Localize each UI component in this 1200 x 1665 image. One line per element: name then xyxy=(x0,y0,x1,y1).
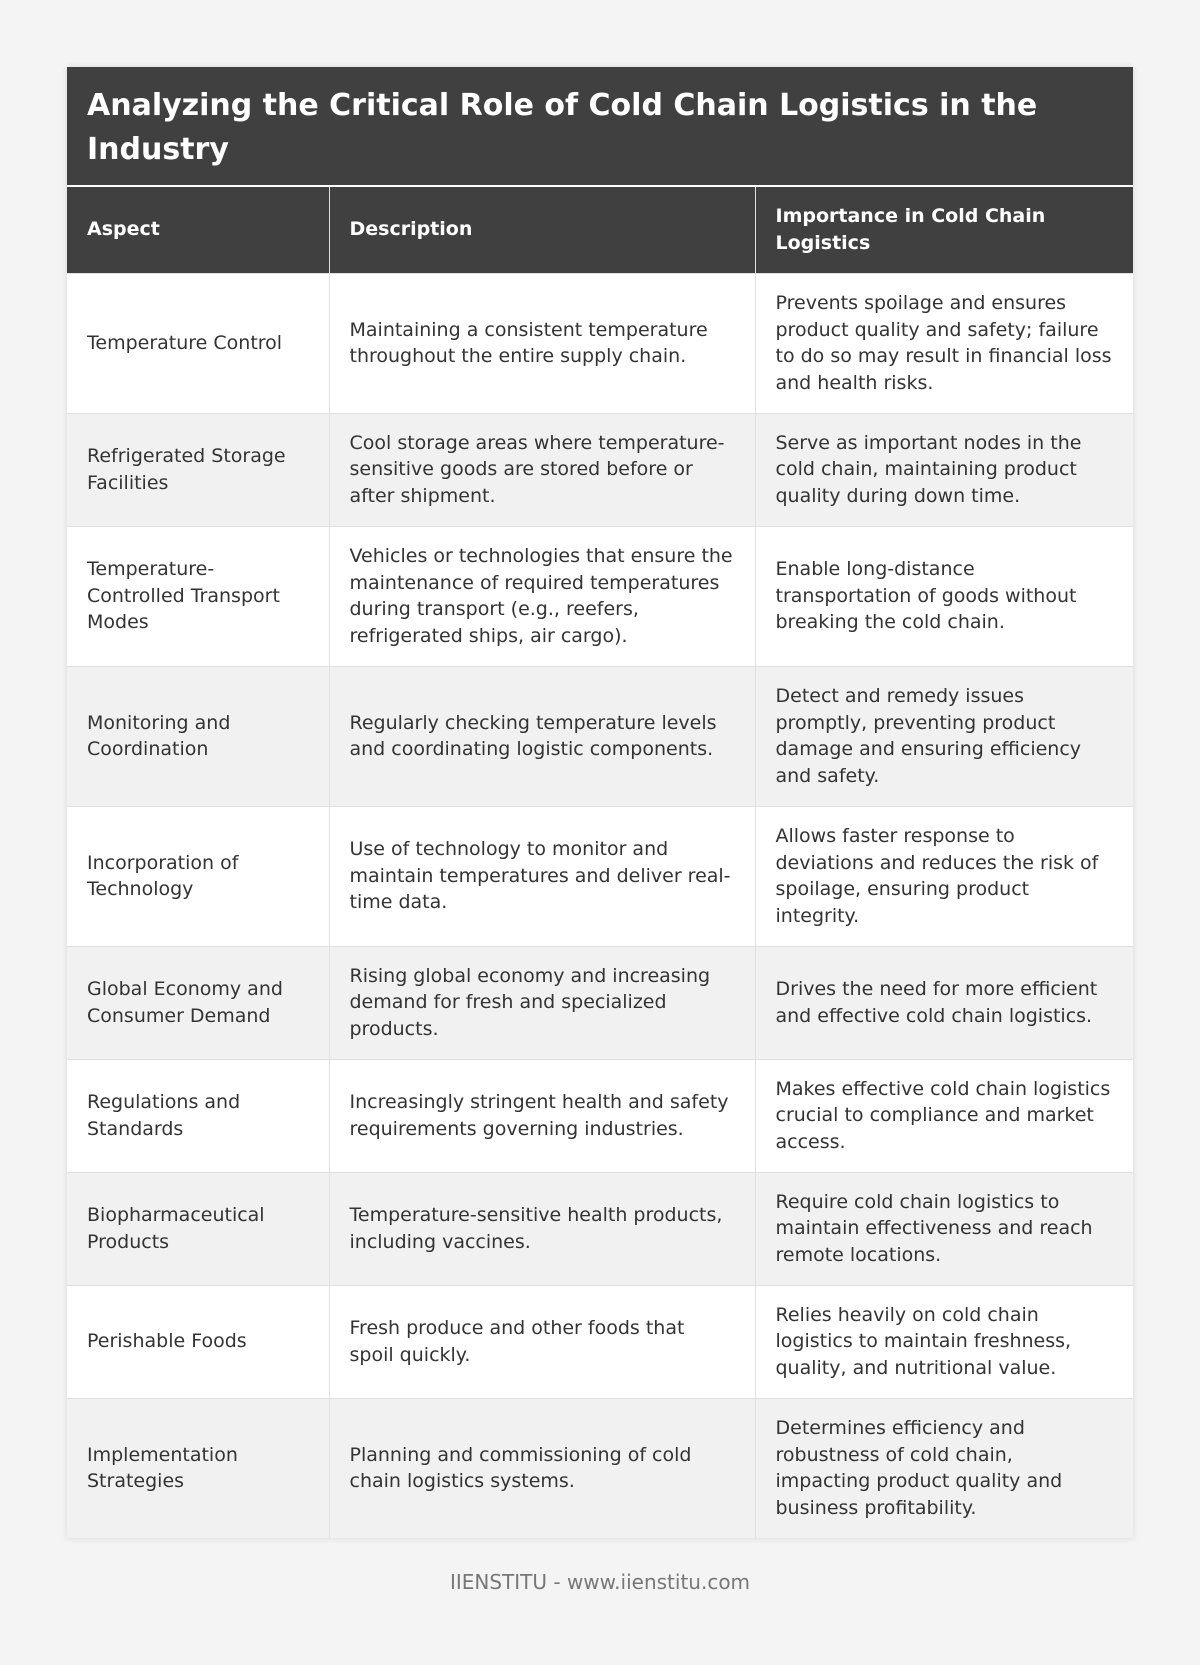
importance-cell: Makes effective cold chain logistics crucial to compliance and market access. xyxy=(755,1059,1133,1172)
column-header-aspect: Aspect xyxy=(67,187,329,273)
table-row xyxy=(67,1398,1133,1538)
description-cell: Maintaining a consistent temperature throughout the entire supply chain. xyxy=(329,273,755,413)
importance-cell: Allows faster response to deviations and reduces the risk of spoilage, ensuring product integrity. xyxy=(755,806,1133,946)
importance-cell: Serve as important nodes in the cold chain, maintaining product quality during down time. xyxy=(755,413,1133,526)
table-row xyxy=(67,526,1133,666)
aspect-cell: Refrigerated Storage Facilities xyxy=(67,413,329,526)
description-cell: Planning and commissioning of cold chain logistics systems. xyxy=(329,1398,755,1538)
table-row xyxy=(67,1059,1133,1172)
table-card xyxy=(67,67,1133,1538)
importance-cell: Prevents spoilage and ensures product quality and safety; failure to do so may result in financial loss and health risks. xyxy=(755,273,1133,413)
table-row xyxy=(67,946,1133,1059)
description-cell: Increasingly stringent health and safety requirements governing industries. xyxy=(329,1059,755,1172)
column-header-importance: Importance in Cold Chain Logistics xyxy=(755,187,1133,273)
footer-credit: IIENSTITU - www.iienstitu.com xyxy=(449,1570,751,1594)
importance-cell: Relies heavily on cold chain logistics to maintain freshness, quality, and nutritional value. xyxy=(755,1285,1133,1398)
aspect-cell: Biopharmaceutical Products xyxy=(67,1172,329,1285)
aspect-cell: Temperature Control xyxy=(67,273,329,413)
description-cell: Rising global economy and increasing demand for fresh and specialized products. xyxy=(329,946,755,1059)
table-row xyxy=(67,1172,1133,1285)
aspect-cell: Regulations and Standards xyxy=(67,1059,329,1172)
importance-cell: Drives the need for more efficient and effective cold chain logistics. xyxy=(755,946,1133,1059)
description-cell: Cool storage areas where temperature-sensitive goods are stored before or after shipment. xyxy=(329,413,755,526)
importance-cell: Enable long-distance transportation of goods without breaking the cold chain. xyxy=(755,526,1133,666)
table-row xyxy=(67,1285,1133,1398)
description-cell: Fresh produce and other foods that spoil quickly. xyxy=(329,1285,755,1398)
table-row xyxy=(67,413,1133,526)
table-header-row xyxy=(67,187,1133,273)
data-table xyxy=(67,187,1133,1538)
column-header-description: Description xyxy=(329,187,755,273)
table-row xyxy=(67,273,1133,413)
description-cell: Regularly checking temperature levels and coordinating logistic components. xyxy=(329,666,755,806)
aspect-cell: Global Economy and Consumer Demand xyxy=(67,946,329,1059)
importance-cell: Require cold chain logistics to maintain effectiveness and reach remote locations. xyxy=(755,1172,1133,1285)
table-row xyxy=(67,666,1133,806)
description-cell: Vehicles or technologies that ensure the maintenance of required temperatures during transport (e.g., reefers, refrigerated ships, air cargo). xyxy=(329,526,755,666)
aspect-cell: Monitoring and Coordination xyxy=(67,666,329,806)
aspect-cell: Implementation Strategies xyxy=(67,1398,329,1538)
table-row xyxy=(67,806,1133,946)
importance-cell: Detect and remedy issues promptly, preventing product damage and ensuring efficiency and safety. xyxy=(755,666,1133,806)
aspect-cell: Perishable Foods xyxy=(67,1285,329,1398)
description-cell: Temperature-sensitive health products, including vaccines. xyxy=(329,1172,755,1285)
description-cell: Use of technology to monitor and maintain temperatures and deliver real-time data. xyxy=(329,806,755,946)
aspect-cell: Incorporation of Technology xyxy=(67,806,329,946)
page-title: Analyzing the Critical Role of Cold Chain Logistics in the Industry xyxy=(67,67,1133,187)
aspect-cell: Temperature-Controlled Transport Modes xyxy=(67,526,329,666)
importance-cell: Determines efficiency and robustness of cold chain, impacting product quality and business profitability. xyxy=(755,1398,1133,1538)
